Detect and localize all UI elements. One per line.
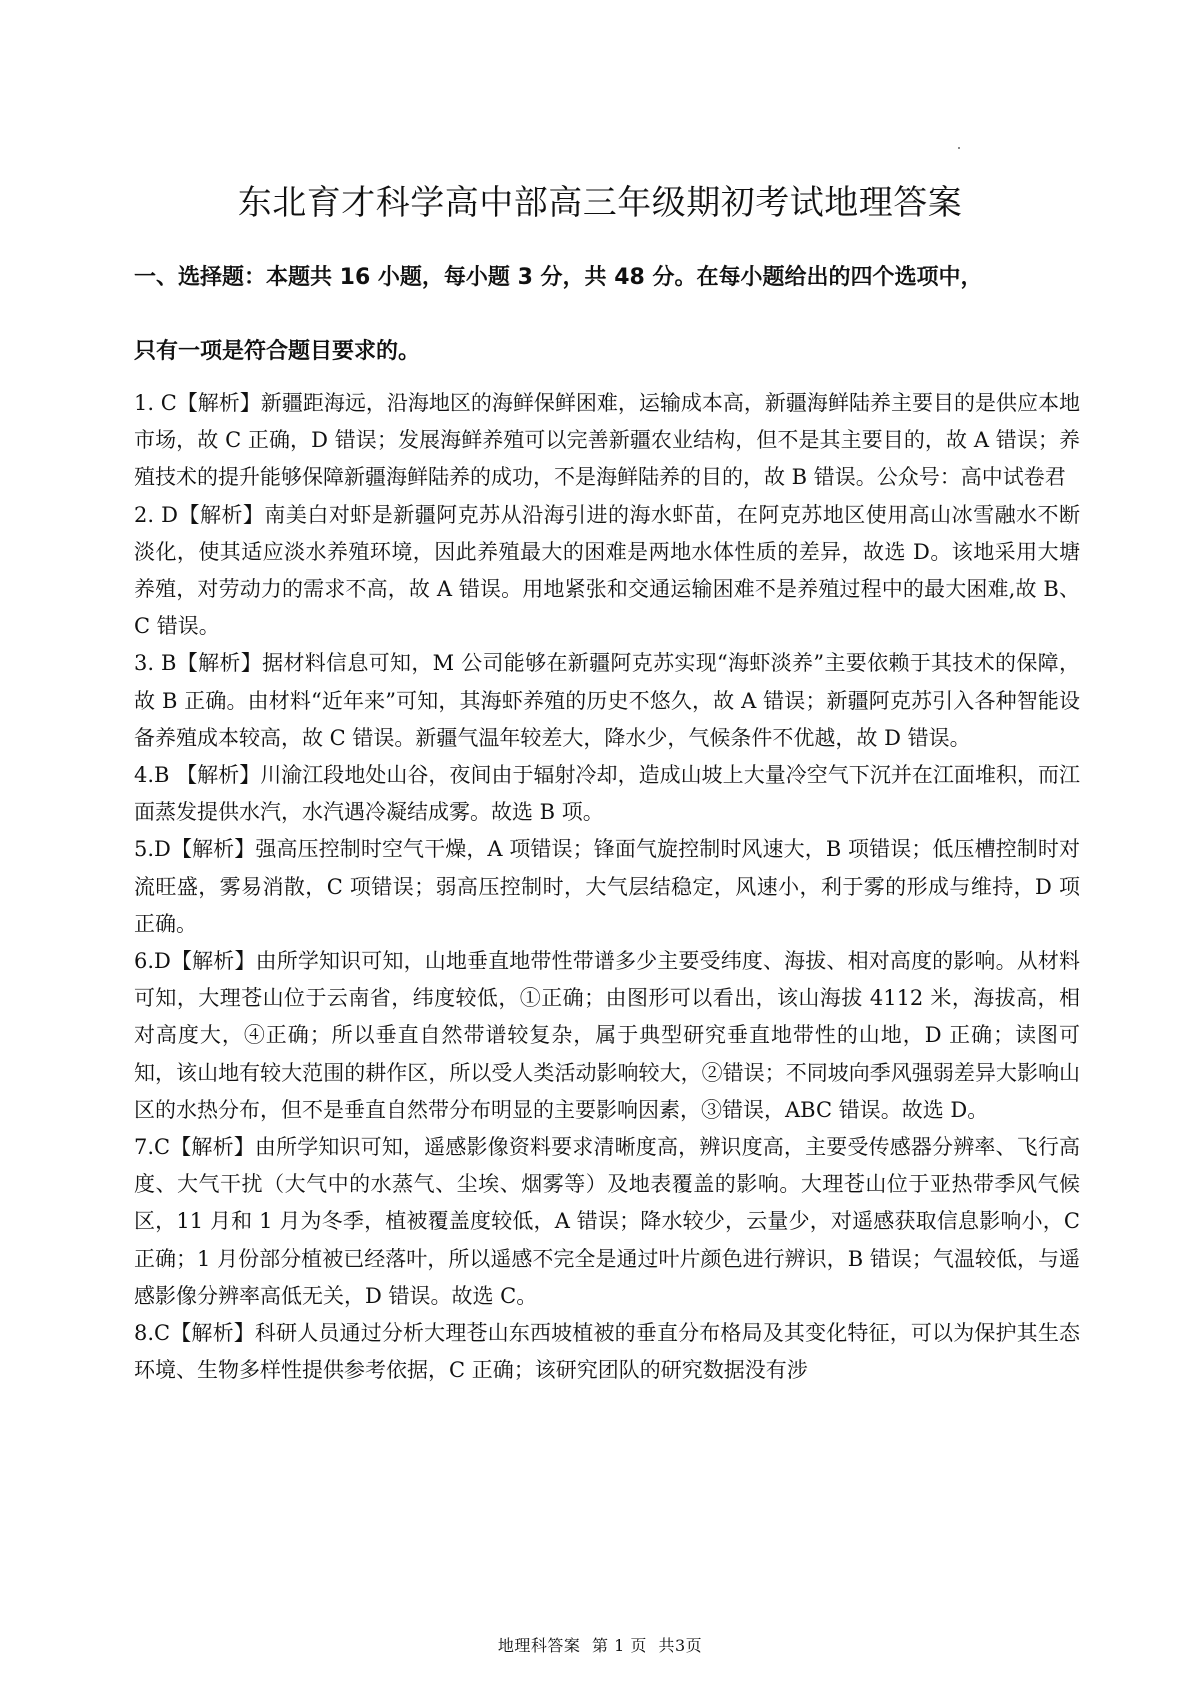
answer-list <box>134 385 1080 1389</box>
answer-item-2: 2. D【解析】南美白对虾是新疆阿克苏从沿海引进的海水虾苗，在阿克苏地区使用高山冰雪融水不断淡化，使其适应淡水养殖环境，因此养殖最大的困难是两地水体性质的差异，故选 D。该地采用大塘养殖，对劳动力的需求不高，故 A 错误。用地紧张和交通运输困难不是养殖过程中的最大困难,故 B、C 错误。 <box>134 502 1080 639</box>
answer-item-4: 4.B 【解析】川渝江段地处山谷，夜间由于辐射冷却，造成山坡上大量冷空气下沉并在江面堆积，而江面蒸发提供水汽，水汽遇冷凝结成雾。故选 B 项。 <box>134 763 1080 825</box>
answer-item-5: 5.D【解析】强高压控制时空气干燥，A 项错误；锋面气旋控制时风速大，B 项错误；低压槽控制时对流旺盛，雾易消散，C 项错误；弱高压控制时，大气层结稳定，风速小，利于雾的形成与维持，D 项正确。 <box>134 837 1080 936</box>
page-footer <box>0 1636 1200 1656</box>
footer-page-total: 共3页 <box>658 1636 703 1655</box>
page-title: 东北育才科学高中部高三年级期初考试地理答案 <box>237 183 963 223</box>
scan-speck <box>958 147 960 149</box>
section-heading-line-2: 只有一项是符合题目要求的。 <box>134 339 421 364</box>
answer-item-3: 3. B【解析】据材料信息可知，M 公司能够在新疆阿克苏实现“海虾淡养”主要依赖于其技术的保障，故 B 正确。由材料“近年来”可知，其海虾养殖的历史不悠久，故 A 错误；新疆阿克苏引入各种智能设备养殖成本较高，故 C 错误。新疆气温年较差大，降水少，气候条件不优越，故 D 错误。 <box>134 651 1080 750</box>
section-heading-line-1: 一、选择题：本题共 16 小题，每小题 3 分，共 48 分。在每小题给出的四个选项中， <box>134 265 983 290</box>
answer-item-8: 8.C【解析】科研人员通过分析大理苍山东西坡植被的垂直分布格局及其变化特征，可以为保护其生态环境、生物多样性提供参考依据，C 正确；该研究团队的研究数据没有涉 <box>134 1321 1080 1383</box>
answer-item-6: 6.D【解析】由所学知识可知，山地垂直地带性带谱多少主要受纬度、海拔、相对高度的影响。从材料可知，大理苍山位于云南省，纬度较低，①正确；由图形可以看出，该山海拔 4112 米，海拔高，相对高度大，④正确；所以垂直自然带谱较复杂，属于典型研究垂直地带性的山地，D 正确；读图可知，该山地有较大范围的耕作区，所以受人类活动影响较大，②错误；不同坡向季风强弱差异大影响山区的水热分布，但不是垂直自然带分布明显的主要影响因素，③错误，ABC 错误。故选 D。 <box>134 949 1080 1122</box>
answer-item-1: 1. C【解析】新疆距海远，沿海地区的海鲜保鲜困难，运输成本高，新疆海鲜陆养主要目的是供应本地市场，故 C 正确，D 错误；发展海鲜养殖可以完善新疆农业结构，但不是其主要目的，故 A 错误；养殖技术的提升能够保障新疆海鲜陆养的成功，不是海鲜陆养的目的，故 B 错误。公众号：高中试卷君 <box>134 391 1080 490</box>
answer-item-7: 7.C【解析】由所学知识可知，遥感影像资料要求清晰度高，辨识度高，主要受传感器分辨率、飞行高度、大气干扰（大气中的水蒸气、尘埃、烟雾等）及地表覆盖的影响。大理苍山位于亚热带季风气候区，11 月和 1 月为冬季，植被覆盖度较低，A 错误；降水较少，云量少，对遥感获取信息影响小，C 正确；1 月份部分植被已经落叶，所以遥感不完全是通过叶片颜色进行辨识，B 错误；气温较低，与遥感影像分辨率高低无关，D 错误。故选 C。 <box>134 1135 1080 1308</box>
footer-label: 地理科答案 <box>497 1636 581 1655</box>
footer-page-number: 第 1 页 <box>591 1636 647 1655</box>
